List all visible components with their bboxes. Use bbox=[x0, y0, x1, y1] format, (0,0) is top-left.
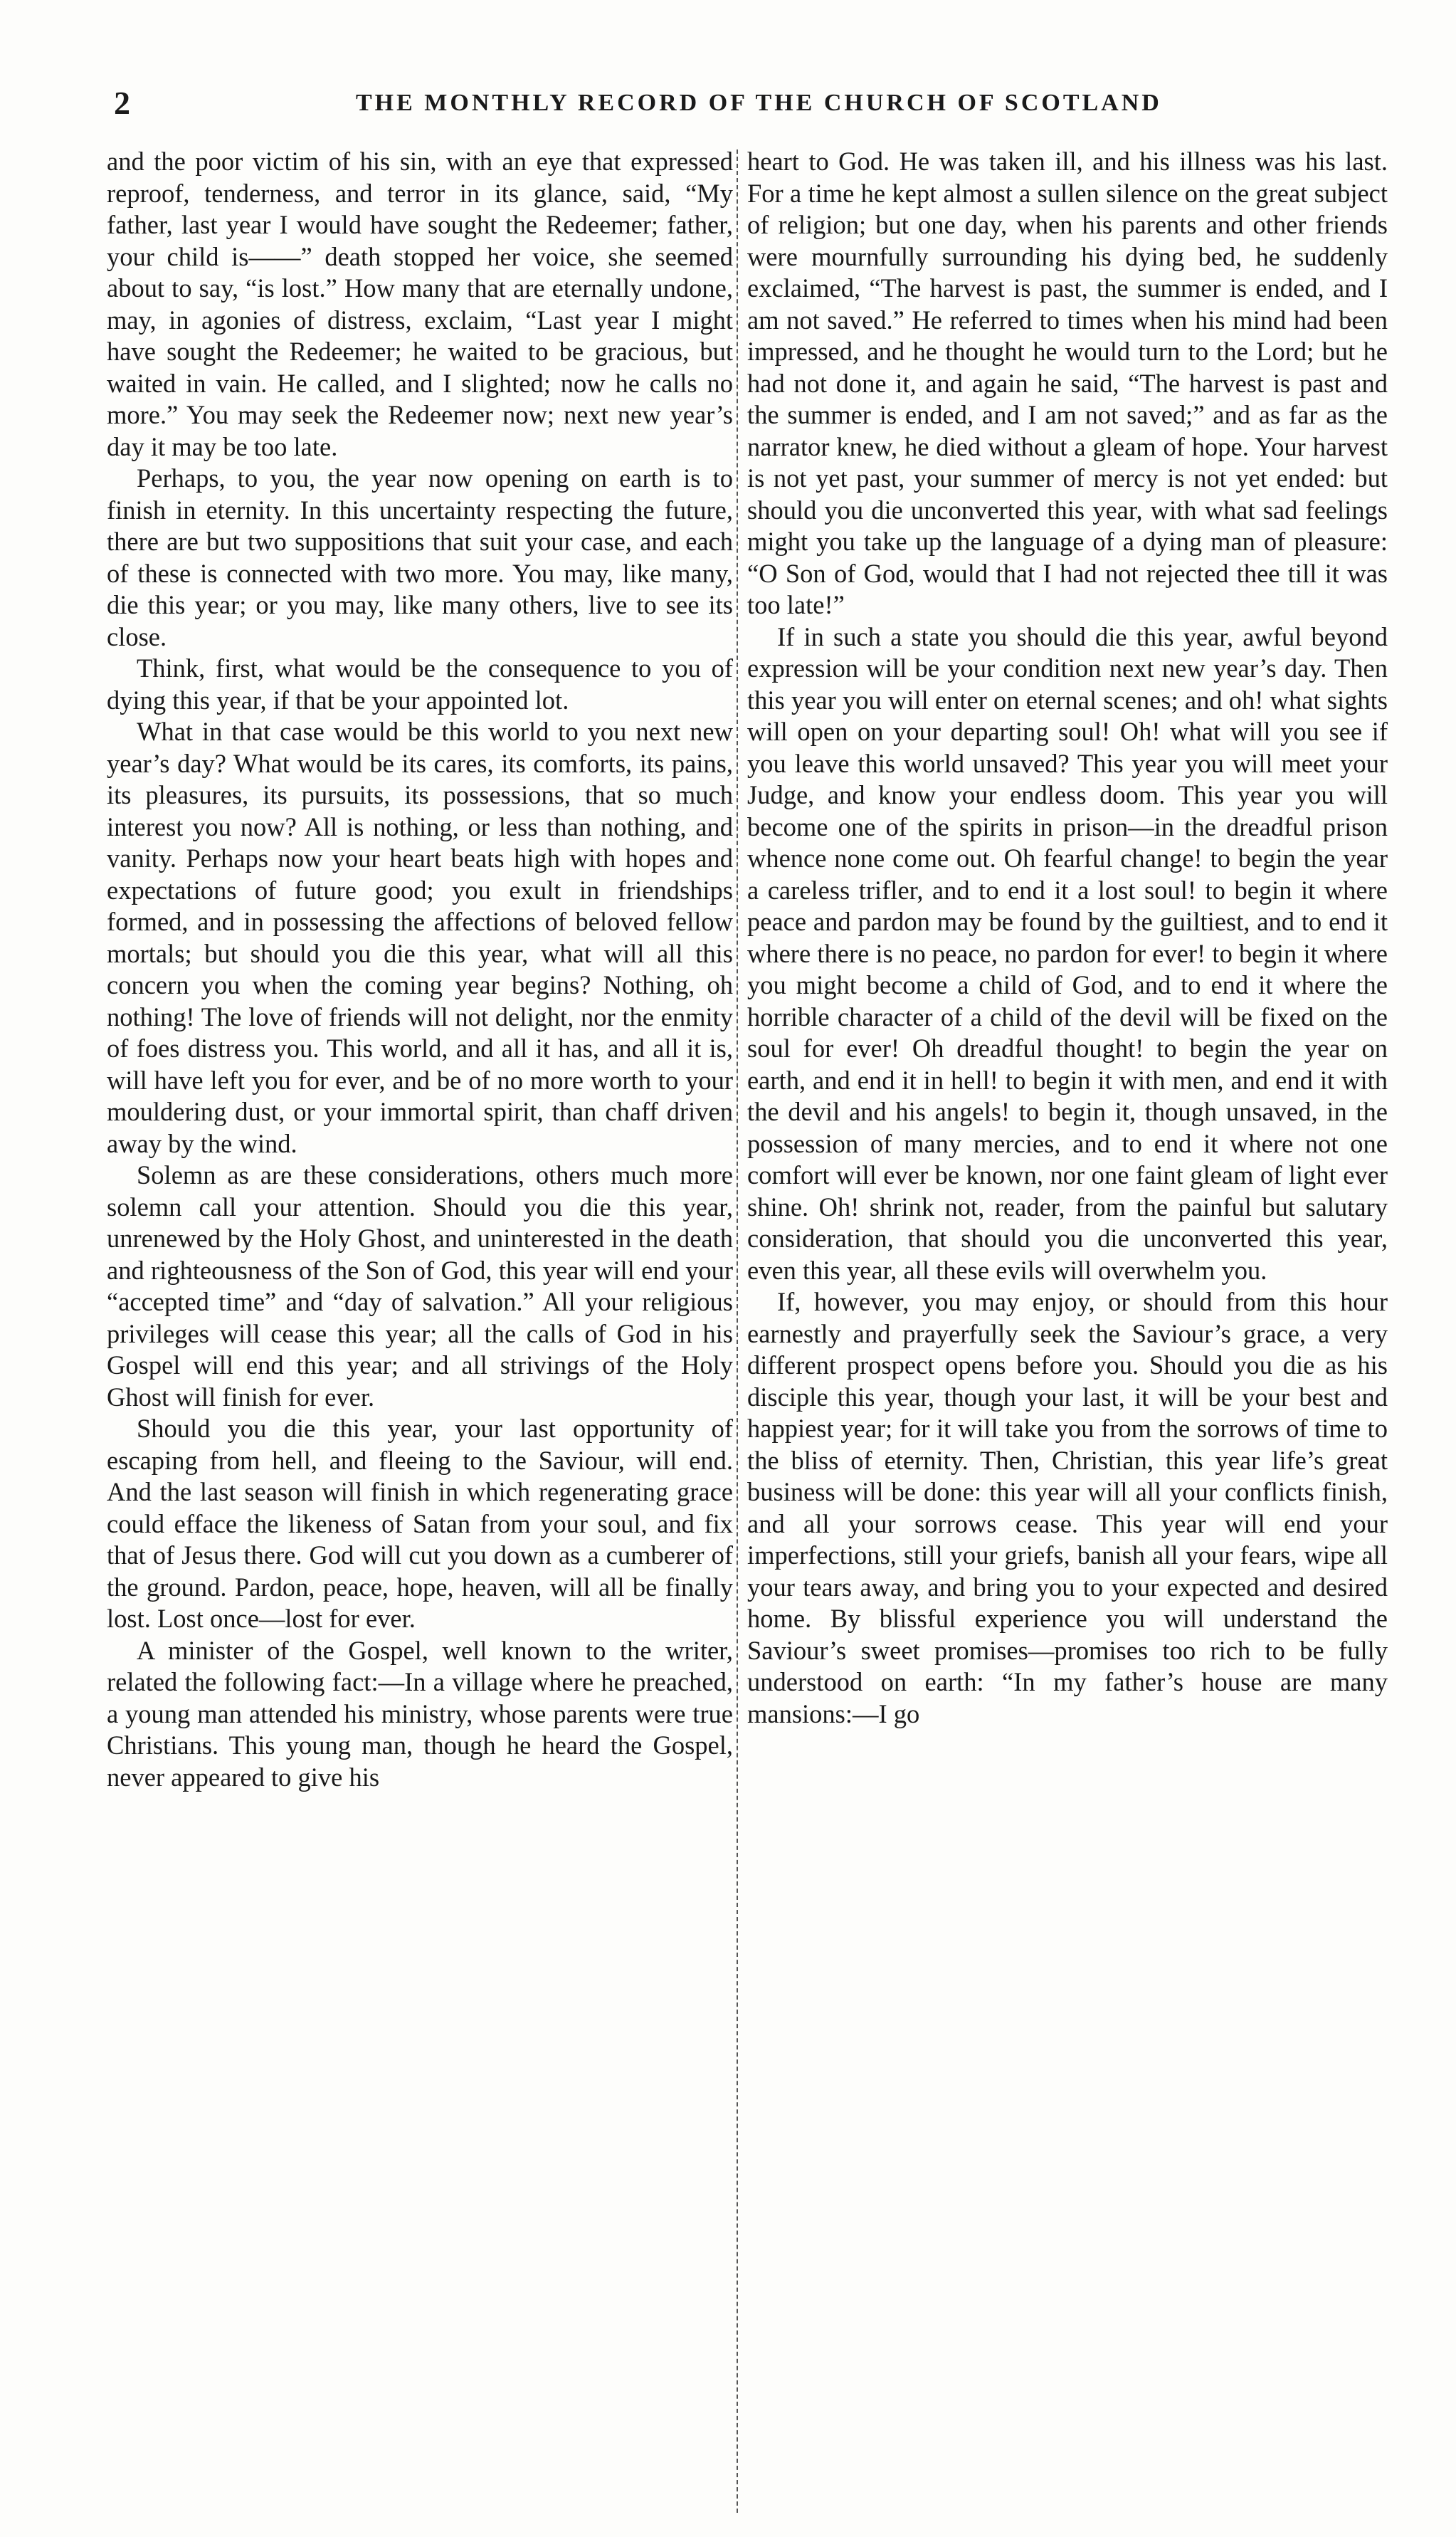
page-header bbox=[114, 84, 1395, 127]
left-column bbox=[107, 146, 733, 1793]
column-divider bbox=[737, 149, 739, 2513]
paragraph: Solemn as are these considerations, others much more solemn call your attention. Should you die this year, unrenewed by the Holy Ghost, and uninterested in the death and righteousness of the Son of God, this year will end your “accepted time” and “day of salvation.” All your religious privileges will cease this year; all the calls of God in his Gospel will end this year; and all strivings of the Holy Ghost will finish for ever. bbox=[107, 1160, 733, 1412]
paragraph: Perhaps, to you, the year now opening on earth is to finish in eternity. In this uncertainty respecting the future, there are but two suppositions that suit your case, and each of these is connected with two more. You may, like many, die this year; or you may, like many others, live to see its close. bbox=[107, 463, 733, 651]
paragraph: A minister of the Gospel, well known to the writer, related the following fact:—In a village where he preached, a young man attended his ministry, whose parents were true Christians. This young man, though he heard the Gospel, never appeared to give his bbox=[107, 1635, 733, 1792]
paragraph: If in such a state you should die this year, awful beyond expression will be your condition next new year’s day. Then this year you will enter on eternal scenes; and oh! what sights will open on your departing soul! Oh! what will you see if you leave this world unsaved? This year you will meet your Judge, and know your endless doom. This year you will become one of the spirits in prison—in the dreadful prison whence none come out. Oh fearful change! to begin the year a careless trifler, and to end it a lost soul! to begin it where peace and pardon may be found by the guiltiest, and to end it where there is no peace, no pardon for ever! to begin it where you might become a child of God, and to end it where the horrible character of a child of the devil will be fixed on the soul for ever! Oh dreadful thought! to begin the year on earth, and end it in hell! to begin it with men, and end it with the devil and his angels! to begin it, though unsaved, in the possession of many mercies, and to end it where not one comfort will ever be known, nor one faint gleam of light ever shine. Oh! shrink not, reader, from the painful but salutary consideration, that should you die unconverted this year, even this year, all these evils will overwhelm you. bbox=[747, 621, 1388, 1285]
paragraph: and the poor victim of his sin, with an eye that expressed reproof, tenderness, and terror in its glance, said, “My father, last year I would have sought the Redeemer; father, your child is——” death stopped her voice, she seemed about to say, “is lost.” How many that are eternally undone, may, in agonies of distress, exclaim, “Last year I might have sought the Redeemer; he waited to be gracious, but waited in vain. He called, and I slighted; now he calls no more.” You may seek the Redeemer now; next new year’s day it may be too late. bbox=[107, 147, 733, 461]
paragraph: Think, first, what would be the consequence to you of dying this year, if that be your appointed lot. bbox=[107, 653, 733, 715]
paragraph: heart to God. He was taken ill, and his illness was his last. For a time he kept almost a sullen silence on the great subject of religion; but one day, when his parents and other friends were mournfully surrounding his dying bed, he suddenly exclaimed, “The harvest is past, the summer is ended, and I am not saved.” He referred to times when his mind had been impressed, and he thought he would turn to the Lord; but he had not done it, and again he said, “The harvest is past and the summer is ended, and I am not saved;” and as far as the narrator knew, he died without a gleam of hope. Your harvest is not yet past, your summer of mercy is not yet ended: but should you die unconverted this year, with what sad feelings might you take up the language of a dying man of pleasure: “O Son of God, would that I had not rejected thee till it was too late!” bbox=[747, 147, 1388, 619]
right-column bbox=[747, 146, 1388, 1730]
paragraph: If, however, you may enjoy, or should from this hour earnestly and prayerfully seek the Saviour’s grace, a very different prospect opens before you. Should you die as his disciple this year, though your last, it will be your best and happiest year; for it will take you from the sorrows of time to the bliss of eternity. Then, Christian, this year life’s great business will be done: this year will all your conflicts finish, and all your sorrows cease. This year will end your imperfections, still your griefs, banish all your fears, wipe all your tears away, and bring you to your expected and desired home. By blissful experience you will understand the Saviour’s sweet promises—promises too rich to be fully understood on earth: “In my father’s house are many mansions:—I go bbox=[747, 1287, 1388, 1728]
paragraph: What in that case would be this world to you next new year’s day? What would be its cares, its comforts, its pains, its pleasures, its pursuits, its possessions, that so much interest you now? All is nothing, or less than nothing, and vanity. Perhaps now your heart beats high with hopes and expectations of future good; you exult in friendships formed, and in possessing the affections of beloved fellow mortals; but should you die this year, what will all this concern you when the coming year begins? Nothing, oh nothing! The love of friends will not delight, nor the enmity of foes distress you. This world, and all it has, and all it is, will have left you for ever, and be of no more worth to your mouldering dust, or your immortal spirit, than chaff driven away by the wind. bbox=[107, 717, 733, 1158]
running-title: THE MONTHLY RECORD OF THE CHURCH OF SCOTLAND bbox=[356, 90, 1162, 116]
page-number: 2 bbox=[114, 85, 130, 121]
paragraph: Should you die this year, your last opportunity of escaping from hell, and fleeing to the Saviour, will end. And the last season will finish in which regenerating grace could efface the likeness of Satan from your soul, and fix that of Jesus there. God will cut you down as a cumberer of the ground. Pardon, peace, hope, heaven, will all be finally lost. Lost once—lost for ever. bbox=[107, 1414, 733, 1633]
